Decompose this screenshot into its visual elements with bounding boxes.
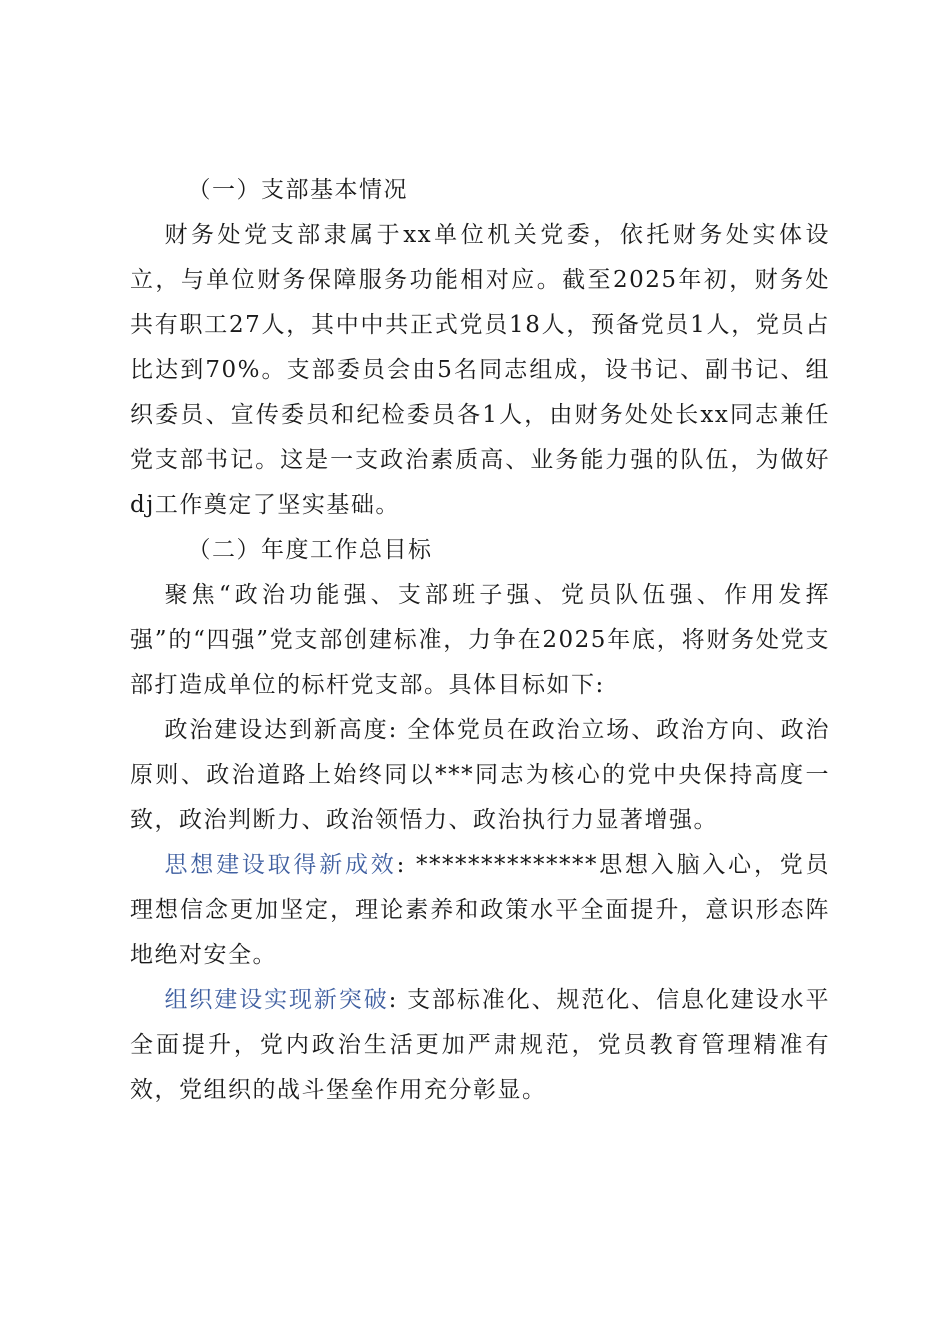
basic-info-paragraph: 财务处党支部隶属于xx单位机关党委，依托财务处实体设立，与单位财务保障服务功能相对应。截至2025年初，财务处共有职工27人，其中中共正式党员18人，预备党员1人，党员占比达到70%。支部委员会由5名同志组成，设书记、副书记、组织委员、宣传委员和纪检委员各1人，由财务处处长xx同志兼任党支部书记。这是一支政治素质高、业务能力强的队伍，为做好dj工作奠定了坚实基础。 bbox=[130, 222, 830, 518]
section-heading-annual-goals: （二）年度工作总目标 bbox=[187, 537, 433, 563]
goal-title: 组织建设实现新突破 bbox=[164, 987, 389, 1013]
annual-goals-intro-paragraph: 聚焦“政治功能强、支部班子强、党员队伍强、作用发挥强”的“四强”党支部创建标准，力争在2025年底，将财务处党支部打造成单位的标杆党支部。具体目标如下: bbox=[130, 582, 830, 698]
section-heading-basic-info: （一）支部基本情况 bbox=[187, 177, 408, 203]
document-body bbox=[130, 168, 830, 1113]
goal-separator: : bbox=[388, 987, 398, 1013]
goal-text: 支部标准化、规范化、信息化建设水平全面提升，党内政治生活更加严肃规范，党员教育管理精准有效，党组织的战斗堡垒作用充分彰显。 bbox=[130, 987, 831, 1103]
goal-title: 政治建设达到新高度 bbox=[164, 717, 389, 743]
goal-political-construction bbox=[130, 708, 830, 843]
goal-organizational-construction bbox=[130, 978, 830, 1113]
goal-ideological-construction bbox=[130, 843, 830, 978]
goal-separator: : bbox=[396, 852, 406, 878]
goal-text: 全体党员在政治立场、政治方向、政治原则、政治道路上始终同以***同志为核心的党中央保持高度一致，政治判断力、政治领悟力、政治执行力显著增强。 bbox=[130, 717, 831, 833]
goal-separator: : bbox=[388, 717, 398, 743]
goal-title: 思想建设取得新成效 bbox=[164, 852, 397, 878]
goal-text: **************思想入脑入心，党员理想信念更加坚定，理论素养和政策水平全面提升，意识形态阵地绝对安全。 bbox=[130, 852, 831, 968]
